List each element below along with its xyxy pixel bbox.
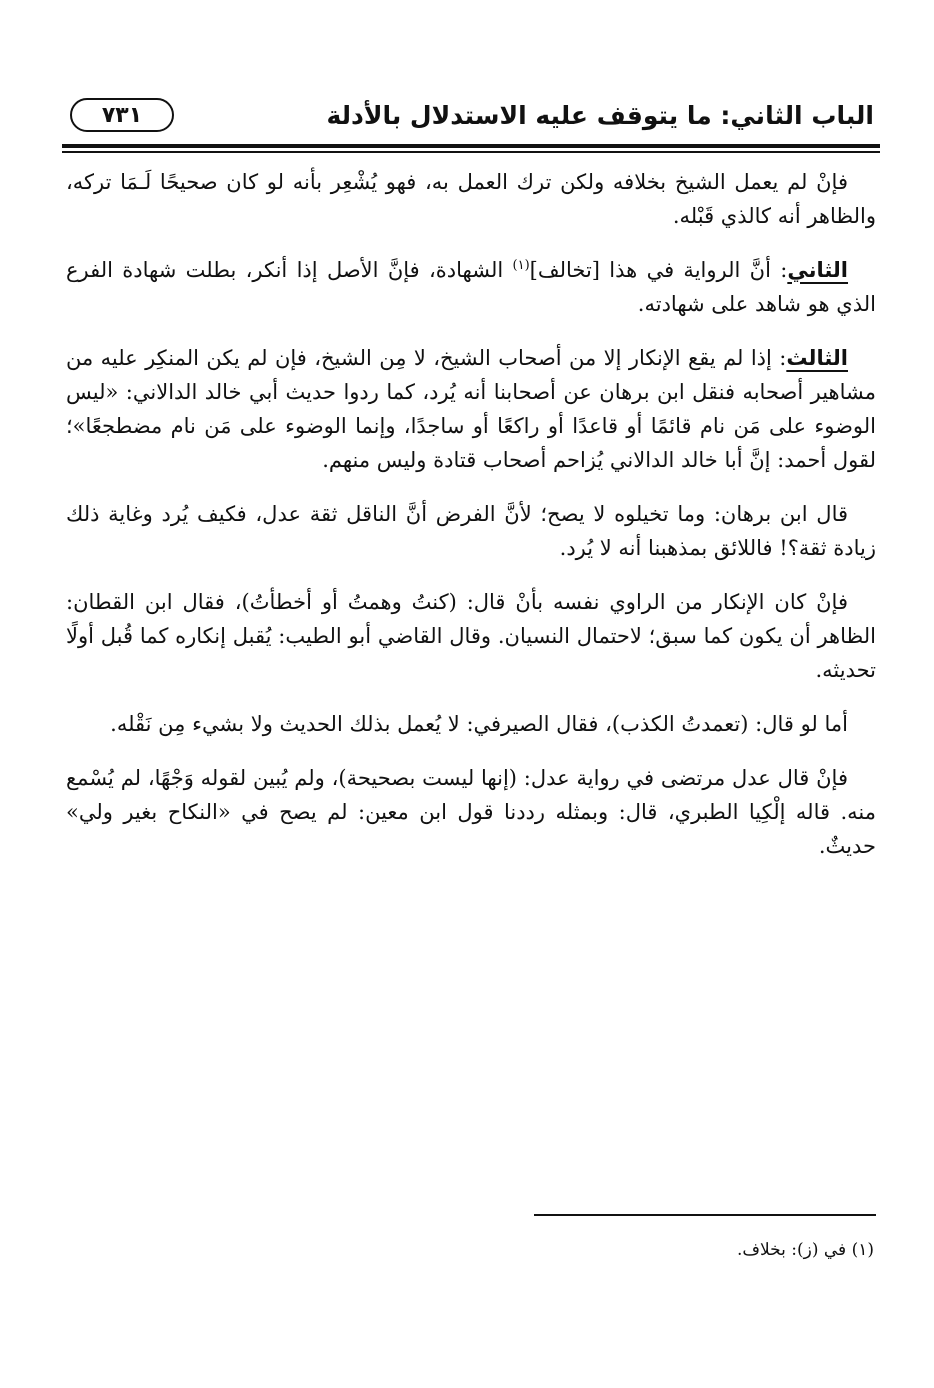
paragraph-text: الشهادة، فإنَّ الأصل إذا أنكر، بطلت شهادة الفرع الذي هو شاهد على شهادته.: [66, 257, 876, 316]
paragraph: [62, 253, 880, 321]
paragraph-text: أما لو قال: (تعمدتُ الكذب)، فقال الصيرفي: لا يُعمل بذلك الحديث ولا بشيء مِن نَقْله.: [110, 711, 848, 736]
paragraph: [62, 585, 880, 687]
body-text: [62, 165, 880, 863]
header-rule: [62, 144, 880, 148]
paragraph-text: : أنَّ الرواية في هذا [تخالف]: [529, 257, 788, 282]
footnote-separator: [534, 1214, 876, 1216]
page-number: ٧٣١: [70, 98, 174, 132]
paragraph-text: قال ابن برهان: وما تخيلوه لا يصح؛ لأنَّ الفرض أنَّ الناقل ثقة عدل، فكيف يُرد وغاية ذلك زيادة ثقة؟! فاللائق بمذهبنا أنه لا يُرد.: [66, 501, 876, 560]
paragraph: [62, 497, 880, 565]
chapter-title: الباب الثاني: ما يتوقف عليه الاستدلال بالأدلة: [326, 100, 874, 130]
paragraph-text: : إذا لم يقع الإنكار إلا من أصحاب الشيخ، لا مِن الشيخ، فإن لم يكن المنكِر عليه من مشاهير أصحابه فنقل ابن برهان عن أصحابنا أنه يُرد، كما ردوا حديث أبي خالد الدالاني: «ليس الوضوء على مَن نام قائمًا أو قاعدًا أو راكعًا أو ساجدًا، وإنما الوضوء على مَن نام مضطجعًا»؛ لقول أحمد: إنَّ أبا خالد الدالاني يُزاحم أصحاب قتادة وليس منهم.: [66, 345, 876, 472]
footnote: (١) في (ز): بخلاف.: [737, 1240, 874, 1260]
paragraph: [62, 707, 880, 741]
paragraph-text: فإنْ قال عدل مرتضى في رواية عدل: (إنها ليست بصحيحة)، ولم يُبين لقوله وَجْهًا، لم يُسْمع منه. قاله إلْكِيا الطبري، قال: وبمثله رددنا قول ابن معين: لم يصح في «النكاح بغير ولي» حديثٌ.: [66, 765, 876, 858]
paragraph: [62, 761, 880, 863]
footnote-reference: (١): [512, 257, 530, 273]
paragraph: [62, 341, 880, 477]
running-header: [62, 92, 880, 138]
paragraph-lead-word: الثالث: [786, 345, 848, 370]
paragraph-text: فإنْ لم يعمل الشيخ بخلافه ولكن ترك العمل به، فهو يُشْعِر بأنه لو كان صحيحًا لَـمَا تركه، والظاهر أنه كالذي قَبْله.: [66, 169, 876, 228]
paragraph: [62, 165, 880, 233]
book-page: [62, 92, 880, 1352]
paragraph-lead-word: الثاني: [787, 257, 849, 282]
header-rule-thin: [62, 151, 880, 153]
paragraph-text: فإنْ كان الإنكار من الراوي نفسه بأنْ قال: (كنتُ وهمتُ أو أخطأتُ)، فقال ابن القطان: الظاهر أن يكون كما سبق؛ لاحتمال النسيان. وقال القاضي أبو الطيب: يُقبل إنكاره كما قُبل أولًا تحديثه.: [66, 589, 876, 682]
